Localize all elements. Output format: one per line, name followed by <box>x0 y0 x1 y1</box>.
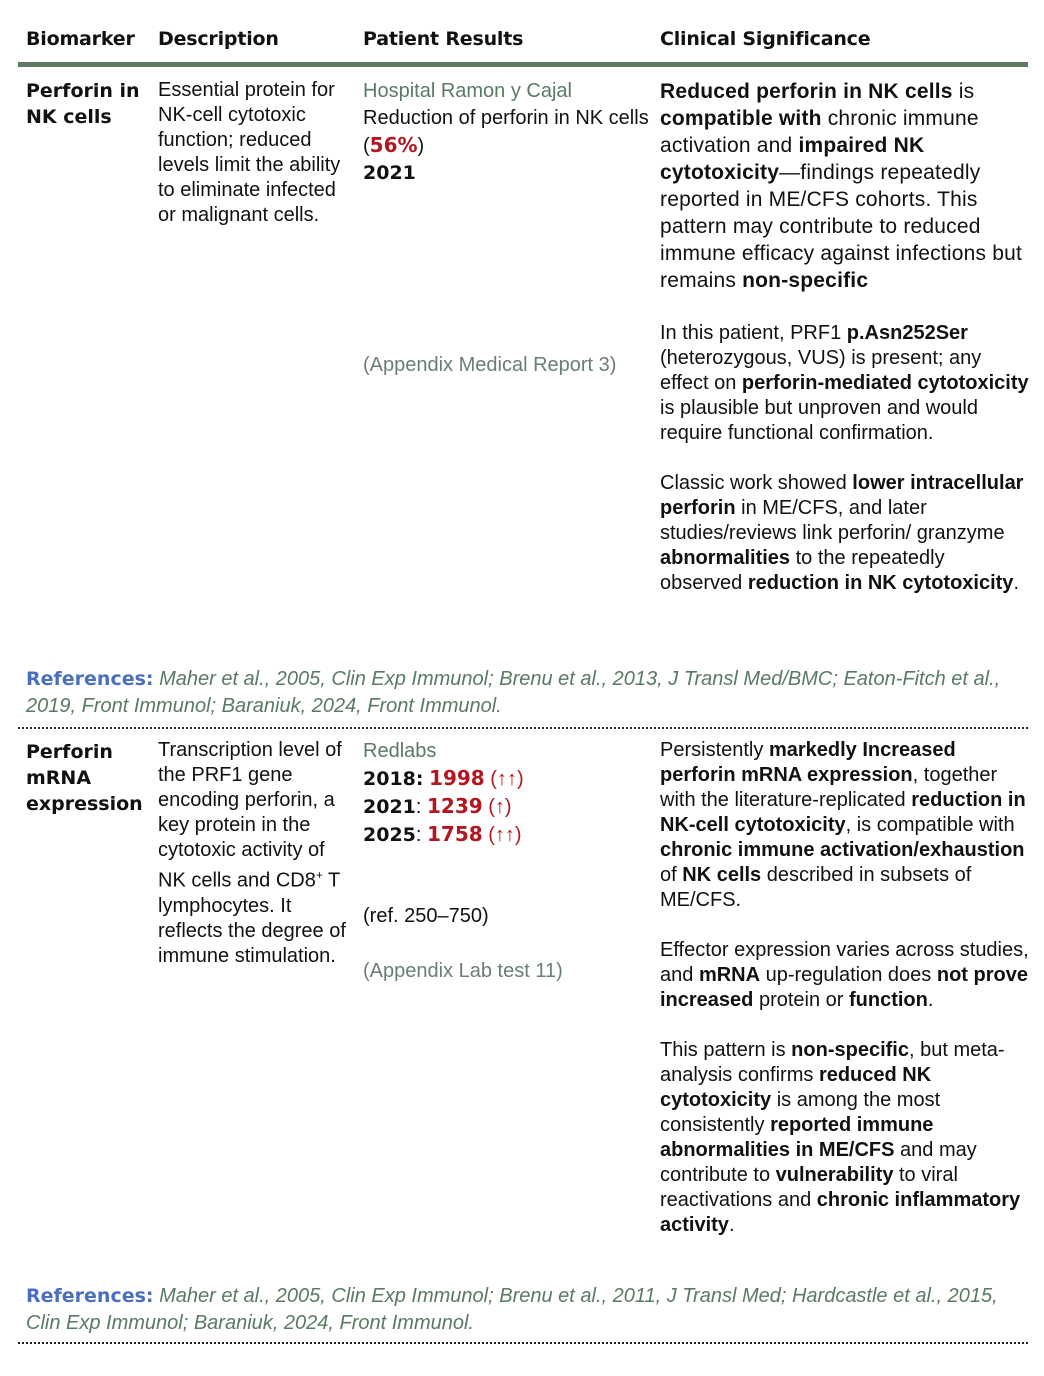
row1-sig-p2: In this patient, PRF1 p.Asn252Ser (heterozygous, VUS) is present; any effect on perforin-mediated cytotoxicity is plausible but unproven and would require functional confirmation. <box>660 322 1029 444</box>
row2-entry: 2018: 1998 (↑↑) <box>363 766 524 790</box>
row2-entry: 2021: 1239 (↑) <box>363 794 512 818</box>
row1-result-value: 56% <box>369 133 418 157</box>
row1-divider <box>18 727 1028 729</box>
header-description: Description <box>158 28 279 50</box>
row2-entry: 2025: 1758 (↑↑) <box>363 822 522 846</box>
row2-appendix: (Appendix Lab test 11) <box>363 960 563 982</box>
header-divider <box>18 62 1028 67</box>
row2-sig-p3: This pattern is non-specific, but meta-analysis confirms reduced NK cytotoxicity is among the most consistently reported immune abnormalities in ME/CFS and may contribute to vulnerability to viral reactivations and chronic inflammatory activity. <box>660 1039 1021 1236</box>
row2-significance <box>660 738 1030 1263</box>
row2-sig-p1: Persistently markedly Increased perforin mRNA expression, together with the literature-replicated reduction in NK-cell cytotoxicity, is compatible with chronic immune activation/exhaustion of NK cells described in subsets of ME/CFS. <box>660 739 1026 911</box>
row1-appendix: (Appendix Medical Report 3) <box>363 354 617 376</box>
row2-description: Transcription level of the PRF1 gene encoding perforin, a key protein in the cytotoxic activity of NK cells and CD8+ T lymphocytes. It reflects the degree of immune stimulation. <box>158 739 346 967</box>
row1-source: Hospital Ramon y Cajal <box>363 80 572 102</box>
header-patient-results: Patient Results <box>363 28 524 50</box>
row2-biomarker: Perforin mRNA expression <box>26 741 143 815</box>
row2-references: References: Maher et al., 2005, Clin Exp Immunol; Brenu et al., 2011, J Transl Med; Hardcastle et al., 2015, Clin Exp Immunol; Baraniuk, 2024, Front Immunol. <box>26 1285 998 1334</box>
row1-year: 2021 <box>363 162 416 184</box>
row1-sig-p1: Reduced perforin in NK cells is compatible with chronic immune activation and impaired NK cytotoxicity—findings repeatedly reported in ME/CFS cohorts. This pattern may contribute to reduced immune efficacy against infections but remains non-specific <box>660 80 1023 292</box>
row1-biomarker: Perforin in NK cells <box>26 80 140 128</box>
row1-description: Essential protein for NK-cell cytotoxic function; reduced levels limit the ability to eliminate infected or malignant cells. <box>158 79 341 226</box>
row1-results <box>363 78 653 187</box>
row2-divider <box>18 1342 1028 1344</box>
row1-sig-p3: Classic work showed lower intracellular perforin in ME/CFS, and later studies/reviews link perforin/ granzyme abnormalities to the repeatedly observed reduction in NK cytotoxicity. <box>660 472 1024 594</box>
row1-references: References: Maher et al., 2005, Clin Exp Immunol; Brenu et al., 2013, J Transl Med/BMC; Eaton-Fitch et al., 2019, Front Immunol; Baraniuk, 2024, Front Immunol. <box>26 668 1001 717</box>
row1-result-text: Reduction of perforin in NK cells (56%) <box>363 107 649 157</box>
row2-source: Redlabs <box>363 740 437 762</box>
row1-significance <box>660 78 1030 319</box>
row2-results <box>363 738 653 849</box>
row2-reference-range: (ref. 250–750) <box>363 905 489 927</box>
header-clinical-significance: Clinical Significance <box>660 28 871 50</box>
row2-sig-p2: Effector expression varies across studies, and mRNA up-regulation does not prove increased protein or function. <box>660 939 1029 1011</box>
header-biomarker: Biomarker <box>26 28 135 50</box>
row1-sig-p2-wrap <box>660 321 1030 621</box>
